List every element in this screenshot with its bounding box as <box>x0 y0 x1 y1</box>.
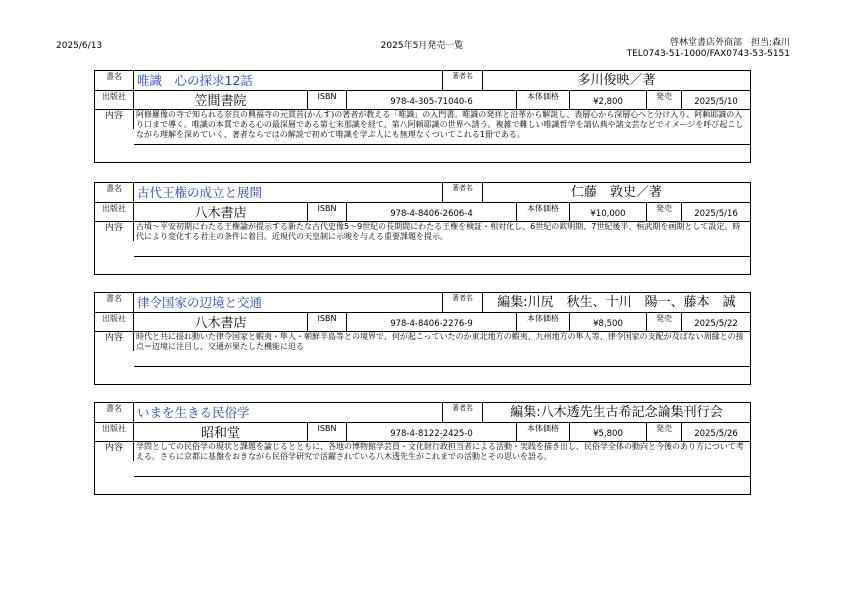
book-isbn: 978-4-8122-2425-0 <box>347 423 517 441</box>
author-label: 著者名 <box>443 403 483 422</box>
book-description: 学問としての民俗学の現状と課題を論じるとともに、各地の博物館学芸員・文化財行政担当者による活動・実践を描き出し、民俗学全体の動向と今後のあり方について考える。さらに京都に基盤をおきながら民俗学研究で活躍されている八木透先生がこれまでの活動とその思いを語る。 <box>134 442 750 477</box>
book-title: 律令国家の辺境と交通 <box>134 293 443 312</box>
book-publisher: 八木書店 <box>134 203 308 221</box>
content-label: 内容 <box>95 110 134 129</box>
title-label: 書名 <box>95 403 134 422</box>
book-description: 阿修羅像の寺で知られる奈良の興福寺の元貫首(かんす)の著者が教える「唯識」の入門書。唯識の発祥と沿革から解説し、表層心から深層心へと分け入り、阿頼耶識の入り口まで導く。唯識の本質である心の最深層である第七末那識を経て、第八阿頼耶識の世界へ誘う。複雑で難しい唯識哲学を請仏典や諸文芸などでイメージを呼び起こしながら理解を深めていく、著者ならではの解説で初めて唯識を学ぶ人にも無理なくついてこれる1冊である。 <box>134 110 750 145</box>
title-row <box>95 71 750 91</box>
price-label: 本体価格 <box>517 313 570 331</box>
book-entry <box>94 292 751 385</box>
release-label: 発売 <box>647 423 682 441</box>
release-label: 発売 <box>647 91 682 109</box>
title-label: 書名 <box>95 183 134 202</box>
title-label: 書名 <box>95 293 134 312</box>
author-label: 著者名 <box>443 183 483 202</box>
price-label: 本体価格 <box>517 91 570 109</box>
detail-row <box>95 203 750 222</box>
isbn-label: ISBN <box>308 91 347 109</box>
book-price: ¥5,800 <box>570 423 647 441</box>
content-label: 内容 <box>95 332 134 351</box>
title-row <box>95 403 750 423</box>
detail-row <box>95 423 750 442</box>
book-isbn: 978-4-8406-2606-4 <box>347 203 517 221</box>
publisher-label: 出版社 <box>95 91 134 109</box>
report-date: 2025/6/13 <box>56 41 103 51</box>
book-entry <box>94 402 751 495</box>
book-entry <box>94 182 751 275</box>
book-isbn: 978-4-305-71040-6 <box>347 91 517 109</box>
book-publisher: 昭和堂 <box>134 423 308 441</box>
content-label: 内容 <box>95 442 134 461</box>
book-publisher: 八木書店 <box>134 313 308 331</box>
title-label: 書名 <box>95 71 134 90</box>
book-title: 唯識 心の探求12話 <box>134 71 443 90</box>
price-label: 本体価格 <box>517 423 570 441</box>
book-author: 仁藤 敦史／著 <box>570 185 662 200</box>
author-label: 著者名 <box>443 71 483 90</box>
content-label: 内容 <box>95 222 134 241</box>
report-title: 2025年5月発売一覧 <box>380 41 464 51</box>
contact-info: TEL0743-51-1000/FAX0743-53-5151 <box>626 49 790 59</box>
book-price: ¥8,500 <box>570 313 647 331</box>
title-row <box>95 183 750 203</box>
book-release-date: 2025/5/16 <box>694 209 738 219</box>
release-label: 発売 <box>647 203 682 221</box>
title-row <box>95 293 750 313</box>
isbn-label: ISBN <box>308 423 347 441</box>
isbn-label: ISBN <box>308 203 347 221</box>
detail-row <box>95 91 750 110</box>
book-price: ¥10,000 <box>570 203 647 221</box>
publisher-label: 出版社 <box>95 203 134 221</box>
book-title: 古代王権の成立と展開 <box>134 183 443 202</box>
book-price: ¥2,800 <box>570 91 647 109</box>
book-release-date: 2025/5/10 <box>694 97 738 107</box>
release-label: 発売 <box>647 313 682 331</box>
publisher-label: 出版社 <box>95 313 134 331</box>
book-release-date: 2025/5/22 <box>694 319 738 329</box>
book-release-date: 2025/5/26 <box>694 429 738 439</box>
book-author: 編集:八木透先生古希記念論集刊行会 <box>510 405 723 420</box>
contact-block <box>627 38 790 60</box>
isbn-label: ISBN <box>308 313 347 331</box>
book-author: 多川俊映／著 <box>577 73 656 88</box>
company-name: 啓林堂書店外商部 担当:森川 <box>669 38 790 48</box>
author-label: 著者名 <box>443 293 483 312</box>
book-entry <box>94 70 751 163</box>
book-publisher: 笠間書院 <box>134 91 308 109</box>
publisher-label: 出版社 <box>95 423 134 441</box>
book-title: いまを生きる民俗学 <box>134 403 443 422</box>
detail-row <box>95 313 750 332</box>
book-description: 古墳～平安初期にわたる王権論が提示する新たな古代史像5～9世紀の長期間にわたる王権を検証・相対化し、6世紀の欽明期、7世紀後半、桓武期を画期として設定。時代により変化する君主の条件に着目。近現代の天皇制に示唆を与える重要課題を提示。 <box>134 222 750 257</box>
book-description: 時代と共に揺れ動いた律令国家と蝦夷・隼人・朝鮮半島等との境界で、何が起こっていたのか東北地方の蝦夷、九州地方の隼人等、律令国家の支配が及ばない周縁との接点＝辺境に注目し、交通が果たした機能に迫る <box>134 332 750 367</box>
price-label: 本体価格 <box>517 203 570 221</box>
book-author: 編集:川尻 秋生、十川 陽一、藤本 誠 <box>497 295 736 310</box>
book-isbn: 978-4-8406-2276-9 <box>347 313 517 331</box>
